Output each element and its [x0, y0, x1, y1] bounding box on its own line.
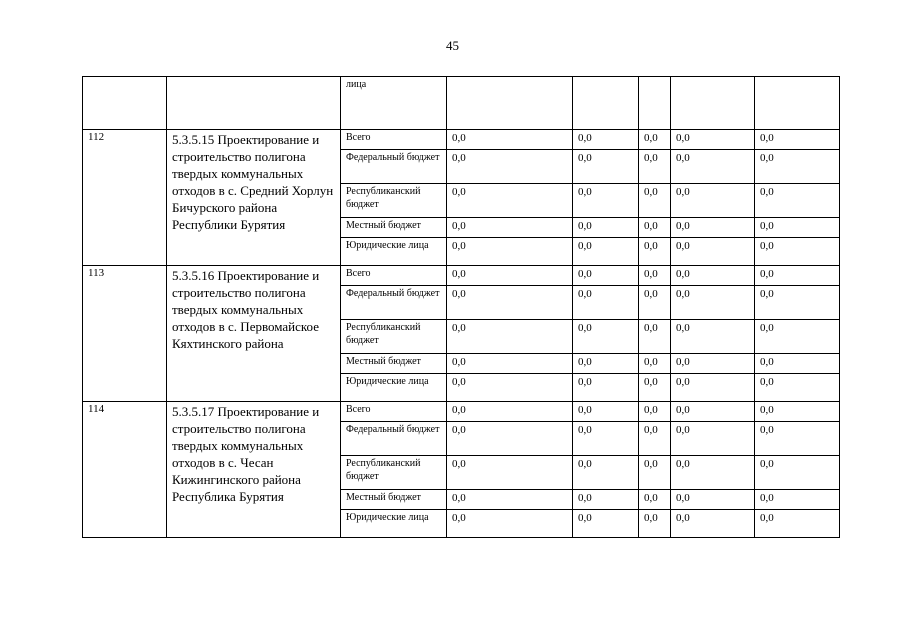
amount-cell: 0,0 [671, 266, 755, 286]
amount-cell: 0,0 [639, 320, 671, 354]
carry-over-value-cell [573, 77, 639, 130]
page-number: 45 [446, 38, 459, 53]
amount-cell: 0,0 [671, 150, 755, 184]
amount-cell: 0,0 [573, 320, 639, 354]
amount-cell: 0,0 [447, 238, 573, 266]
amount-cell: 0,0 [755, 510, 840, 538]
amount-cell: 0,0 [755, 456, 840, 490]
amount-cell: 0,0 [639, 490, 671, 510]
amount-cell: 0,0 [447, 456, 573, 490]
amount-cell: 0,0 [447, 374, 573, 402]
amount-cell: 0,0 [573, 374, 639, 402]
funding-source-cell: Всего [341, 130, 447, 150]
amount-cell: 0,0 [639, 374, 671, 402]
amount-cell: 0,0 [573, 510, 639, 538]
amount-cell: 0,0 [639, 238, 671, 266]
financing-table [82, 76, 840, 538]
amount-cell: 0,0 [671, 490, 755, 510]
row-number-cell: 113 [83, 266, 167, 402]
amount-cell: 0,0 [671, 456, 755, 490]
funding-source-cell: Федеральный бюджет [341, 422, 447, 456]
amount-cell: 0,0 [671, 402, 755, 422]
amount-cell: 0,0 [573, 184, 639, 218]
amount-cell: 0,0 [573, 402, 639, 422]
amount-cell: 0,0 [671, 218, 755, 238]
amount-cell: 0,0 [671, 354, 755, 374]
amount-cell: 0,0 [447, 490, 573, 510]
amount-cell: 0,0 [447, 266, 573, 286]
amount-cell: 0,0 [671, 286, 755, 320]
amount-cell: 0,0 [755, 402, 840, 422]
amount-cell: 0,0 [755, 422, 840, 456]
carry-over-row [83, 77, 840, 130]
table-body [83, 77, 840, 538]
funding-source-cell: Всего [341, 266, 447, 286]
amount-cell: 0,0 [671, 184, 755, 218]
funding-source-cell: Республиканский бюджет [341, 184, 447, 218]
amount-cell: 0,0 [447, 402, 573, 422]
amount-cell: 0,0 [447, 354, 573, 374]
amount-cell: 0,0 [755, 150, 840, 184]
funding-source-cell: Местный бюджет [341, 490, 447, 510]
amount-cell: 0,0 [447, 150, 573, 184]
amount-cell: 0,0 [755, 184, 840, 218]
table-row [83, 402, 840, 422]
amount-cell: 0,0 [671, 320, 755, 354]
amount-cell: 0,0 [671, 374, 755, 402]
amount-cell: 0,0 [639, 218, 671, 238]
amount-cell: 0,0 [755, 354, 840, 374]
measure-name-cell: 5.3.5.17 Проектирование и строительство полигона твердых коммунальных отходов в с. Чесан Кижингинского района Республика Бурятия [167, 402, 341, 538]
amount-cell: 0,0 [639, 184, 671, 218]
carry-over-num-cell [83, 77, 167, 130]
funding-source-cell: Местный бюджет [341, 354, 447, 374]
amount-cell: 0,0 [639, 402, 671, 422]
carry-over-value-cell [639, 77, 671, 130]
funding-source-cell: Федеральный бюджет [341, 150, 447, 184]
amount-cell: 0,0 [573, 490, 639, 510]
measure-name-cell: 5.3.5.16 Проектирование и строительство полигона твердых коммунальных отходов в с. Первомайское Кяхтинского района [167, 266, 341, 402]
amount-cell: 0,0 [639, 130, 671, 150]
row-number-cell: 114 [83, 402, 167, 538]
amount-cell: 0,0 [573, 150, 639, 184]
amount-cell: 0,0 [573, 238, 639, 266]
funding-source-cell: Федеральный бюджет [341, 286, 447, 320]
amount-cell: 0,0 [671, 510, 755, 538]
table-row [83, 266, 840, 286]
amount-cell: 0,0 [573, 354, 639, 374]
amount-cell: 0,0 [447, 184, 573, 218]
amount-cell: 0,0 [755, 374, 840, 402]
amount-cell: 0,0 [639, 510, 671, 538]
carry-over-value-cell [755, 77, 840, 130]
amount-cell: 0,0 [447, 218, 573, 238]
amount-cell: 0,0 [573, 456, 639, 490]
funding-source-cell: Местный бюджет [341, 218, 447, 238]
amount-cell: 0,0 [447, 422, 573, 456]
amount-cell: 0,0 [573, 218, 639, 238]
amount-cell: 0,0 [755, 218, 840, 238]
carry-over-name-cell [167, 77, 341, 130]
amount-cell: 0,0 [639, 354, 671, 374]
measure-name-cell: 5.3.5.15 Проектирование и строительство полигона твердых коммунальных отходов в с. Средний Хорлун Бичурского района Республики Бурятия [167, 130, 341, 266]
amount-cell: 0,0 [447, 286, 573, 320]
amount-cell: 0,0 [639, 150, 671, 184]
amount-cell: 0,0 [573, 130, 639, 150]
carry-over-value-cell [671, 77, 755, 130]
amount-cell: 0,0 [755, 286, 840, 320]
amount-cell: 0,0 [639, 422, 671, 456]
amount-cell: 0,0 [755, 266, 840, 286]
amount-cell: 0,0 [671, 422, 755, 456]
table-row [83, 130, 840, 150]
amount-cell: 0,0 [755, 238, 840, 266]
amount-cell: 0,0 [573, 286, 639, 320]
amount-cell: 0,0 [573, 266, 639, 286]
amount-cell: 0,0 [447, 130, 573, 150]
funding-source-cell: Юридические лица [341, 510, 447, 538]
row-number-cell: 112 [83, 130, 167, 266]
amount-cell: 0,0 [755, 320, 840, 354]
amount-cell: 0,0 [447, 510, 573, 538]
amount-cell: 0,0 [639, 286, 671, 320]
amount-cell: 0,0 [755, 490, 840, 510]
carry-over-value-cell [447, 77, 573, 130]
funding-source-cell: Республиканский бюджет [341, 456, 447, 490]
amount-cell: 0,0 [755, 130, 840, 150]
carry-over-source-cell: лица [341, 77, 447, 130]
amount-cell: 0,0 [573, 422, 639, 456]
funding-source-cell: Республиканский бюджет [341, 320, 447, 354]
funding-source-cell: Юридические лица [341, 238, 447, 266]
amount-cell: 0,0 [639, 456, 671, 490]
funding-source-cell: Юридические лица [341, 374, 447, 402]
amount-cell: 0,0 [447, 320, 573, 354]
funding-source-cell: Всего [341, 402, 447, 422]
amount-cell: 0,0 [639, 266, 671, 286]
amount-cell: 0,0 [671, 130, 755, 150]
amount-cell: 0,0 [671, 238, 755, 266]
